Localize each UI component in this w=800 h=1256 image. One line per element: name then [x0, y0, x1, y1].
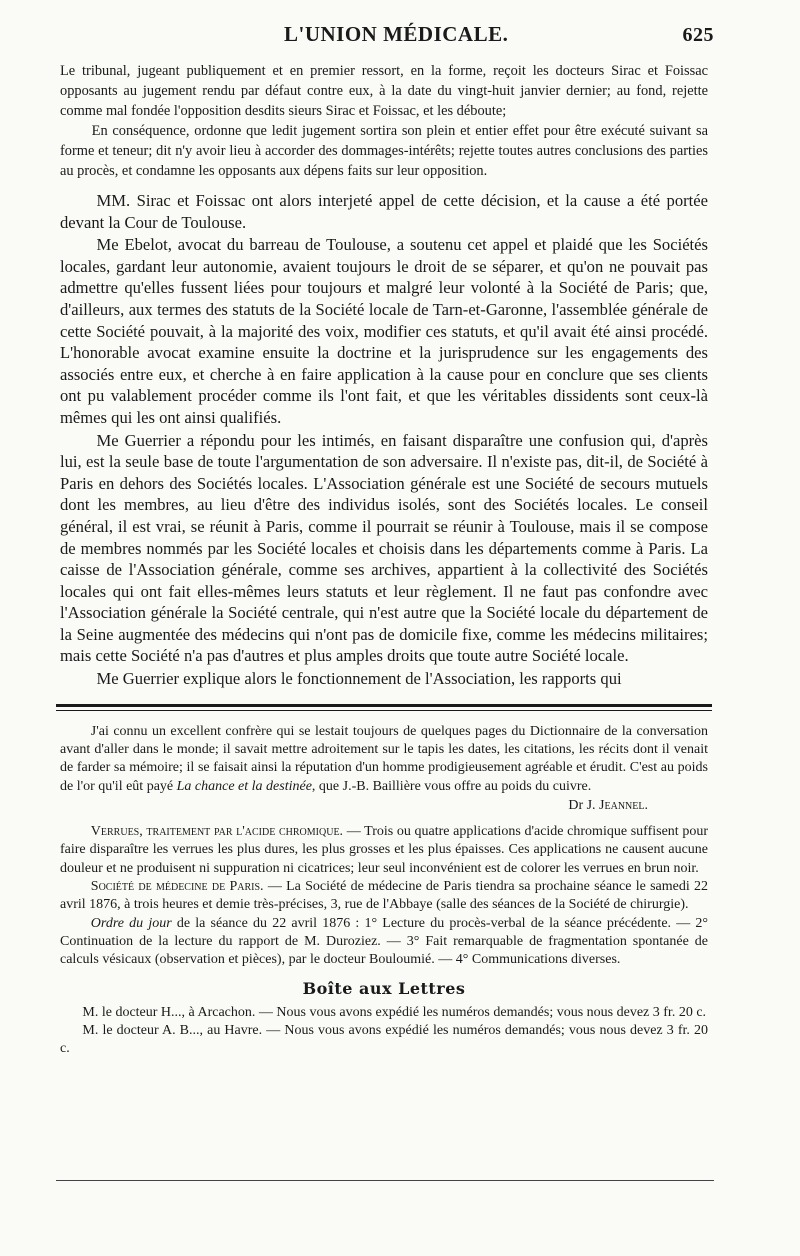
- societe-heading: Société de médecine de Paris.: [90, 879, 264, 895]
- agenda-label: Ordre du jour: [90, 915, 172, 931]
- section-divider: [56, 704, 712, 711]
- review-text: J'ai connu un excellent confrère qui se lestait toujours de quelques pages du Dictionnaire de la conversation avant d'aller dans le monde; il savait mettre adroitement sur le tapis les dates, les citations, les récits dont il venait de farder sa mémoire; il se faisait ainsi la réputation d'un homme prodigieusement agréable et érudit. C'est au poids de l'or qu'il eût payé: [60, 723, 708, 794]
- judgment-text: [60, 61, 708, 181]
- societe-paragraph: [60, 878, 708, 915]
- body-paragraph: Me Guerrier explique alors le fonctionnement de l'Association, les rapports qui: [96, 669, 622, 689]
- review-signature: [60, 797, 708, 815]
- judgment-paragraph: Le tribunal, jugeant publiquement et en premier ressort, en la forme, reçoit les docteurs Sirac et Foissac opposants au jugement rendu par défaut contre eux, à la date du vingt-huit janvier dernier; au fond, rejette comme mal fondée l'opposition desdits sieurs Sirac et Foissac, et les déboute;: [60, 63, 708, 119]
- agenda-paragraph: [60, 915, 708, 970]
- body-paragraph: Me Guerrier a répondu pour les intimés, en faisant disparaître une confusion qui, d'après lui, est la seule base de toute l'argumentation de son adversaire. Il n'existe pas, dit-il, de Société à Paris en dehors des Sociétés locales. L'Association générale est une Société de secours mutuels dont les membres, au lieu d'être des individus isolés, sont des Sociétés locales. Le conseil général, il est vrai, se réunit à Paris, comme il pourrait se réunir à Toulouse, mais il se compose de membres nommés par les Société locales et choisis dans les départements comme à Paris. La caisse de l'Association générale, comme ses archives, appartient à la collectivité des Sociétés locales qui ont fait elles-mêmes leurs statuts et leur règlement. Il ne faut pas confondre avec l'Association générale la Société centrale, qui n'est autre que la Société locale du département de la Seine augmentée des médecins qui n'ont pas de domicile fixe, comme les médecins militaires; mais cette Société n'a pas d'autres et plus amples droits que toute autre Société locale.: [60, 430, 708, 666]
- review-book-title: La chance et la destinée: [176, 778, 312, 794]
- body-paragraph: Me Ebelot, avocat du barreau de Toulouse, a soutenu cet appel et plaidé que les Sociétés locales, gardant leur autonomie, avaient toujours le droit de se séparer, et qu'on ne pouvait pas admettre qu'elles fussent liées pour toujours et malgré leur volonté à la Société de Paris; que, d'ailleurs, aux termes des statuts de la Société locale de Tarn-et-Garonne, l'assemblée générale de cette Société pouvait, à la majorité des voix, modifier ces statuts, et qu'il avait été ainsi procédé. L'honorable avocat examine ensuite la doctrine et la jurisprudence sur les engagements des associés entre eux, et cherche à en faire application à la cause pour en conclure que ses clients ont pu valablement procéder comme ils l'ont fait, et que les véritables dissidents sont ceux-là mêmes qui les ont ainsi qualifiés.: [60, 235, 708, 427]
- signature-name: J. Jeannel.: [586, 797, 648, 813]
- signature-prefix: Dr: [568, 797, 584, 813]
- notes-section: [60, 723, 708, 1059]
- review-text-end: , que J.-B. Baillière vous offre au poids du cuivre.: [311, 778, 592, 794]
- journal-title: L'UNION MÉDICALE.: [284, 22, 509, 46]
- running-header: [60, 22, 714, 47]
- mailbox-letter: M. le docteur A. B..., au Havre. — Nous vous avons expédié les numéros demandés; vous nous devez 3 fr. 20 c.: [60, 1023, 708, 1057]
- mailbox-title: Boîte aux Lettres: [302, 978, 466, 998]
- review-paragraph: [60, 723, 708, 796]
- verrues-heading: Verrues, traitement par l'acide chromique.: [90, 824, 344, 840]
- footer-rule: [56, 1180, 714, 1181]
- body-paragraph: MM. Sirac et Foissac ont alors interjeté appel de cette décision, et la cause a été portée devant la Cour de Toulouse.: [60, 191, 708, 232]
- societe-text: — La Société de médecine de Paris tiendra sa prochaine séance le samedi 22 avril 1876, à trois heures et demie très-précises, 3, rue de l'Abbaye (salle des séances de la Société de chirurgie).: [60, 879, 708, 913]
- page-number: 625: [682, 24, 714, 46]
- judgment-paragraph: En conséquence, ordonne que ledit jugement sortira son plein et entier effet pour être exécuté suivant sa forme et teneur; dit n'y avoir lieu à accorder des dommages-intérêts; rejette toutes autres conclusions des parties au procès, et condamne les opposants aux dépens faits sur leur opposition.: [60, 123, 708, 179]
- agenda-text: de la séance du 22 avril 1876 : 1° Lecture du procès-verbal de la séance précédente. — 2° Continuation de la lecture du rapport de M. Duroziez. — 3° Fait remarquable de fragmentation spontanée de calculs vésicaux (observation et pièces), par le docteur Bouloumié. — 4° Communications diverses.: [60, 915, 708, 968]
- mailbox-letters: [60, 1004, 708, 1059]
- verrues-text: — Trois ou quatre applications d'acide chromique suffisent pour faire disparaître les verrues les plus dures, les plus grosses et les plus épaisses. Ces applications ne causent aucune douleur et ne produisent ni suppuration ni cicatrices; leur seul inconvénient est de colorer les verrues en brun noir.: [60, 824, 709, 876]
- article-body: [60, 190, 708, 690]
- mailbox-letter: M. le docteur H..., à Arcachon. — Nous vous avons expédié les numéros demandés; vous nous devez 3 fr. 20 c.: [82, 1004, 707, 1020]
- verrues-paragraph: [60, 823, 708, 878]
